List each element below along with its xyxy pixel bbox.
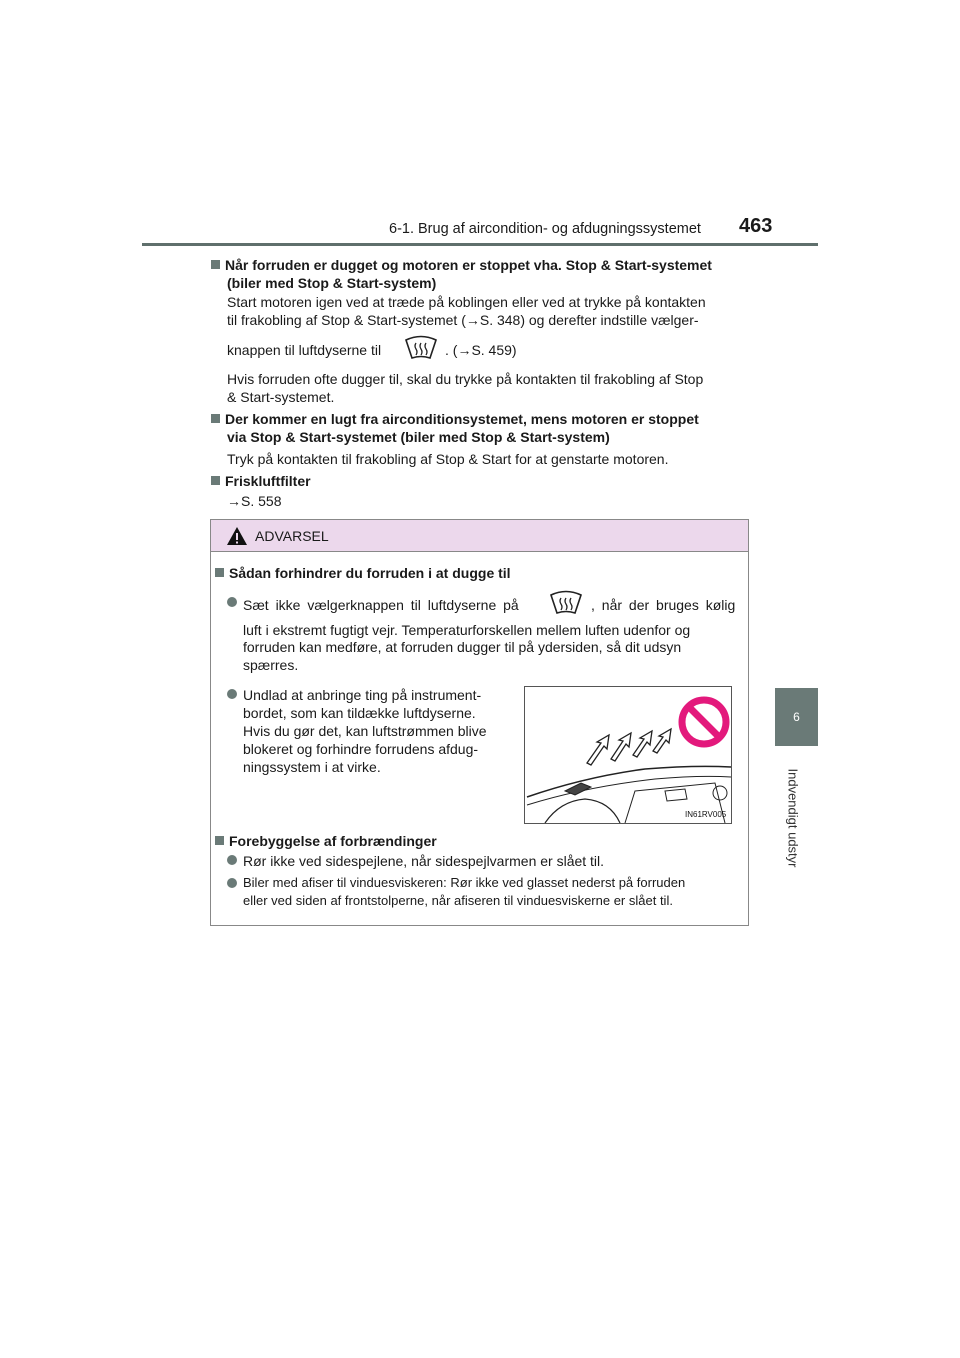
section-marker-icon — [211, 414, 220, 423]
warning-title: ADVARSEL — [255, 528, 329, 544]
page-number: 463 — [739, 215, 773, 237]
warning-bullet4-line1: Biler med afiser til vinduesviskeren: Rør ikke ved glasset nederst på forruden — [243, 875, 686, 890]
windshield-defroster-icon — [549, 589, 583, 615]
section1-heading: Når forruden er dugget og motoren er stoppet vha. Stop & Start-systemet — [211, 256, 751, 274]
chapter-label: Indvendigt udstyr — [785, 768, 801, 868]
section1-para1-line3-pre: knappen til luftdyserne til — [227, 342, 382, 358]
section1-para1-line1: Start motoren igen ved at træde på koblingen eller ved at trykke på kontakten — [227, 294, 706, 310]
section-marker-icon — [211, 476, 220, 485]
windshield-defroster-icon — [404, 334, 438, 360]
section1-heading-line2: (biler med Stop & Start-system) — [227, 275, 437, 291]
section-marker-icon — [211, 260, 220, 269]
bullet-icon — [227, 855, 237, 865]
warning-bullet1-line3: forruden kan medføre, at forruden dugger til på ydersiden, så dit udsyn — [243, 639, 682, 655]
warning-bullet4-line2: eller ved siden af frontstolperne, når afiseren til vinduesviskerne er slået til. — [243, 893, 673, 908]
section1-para2-line1: Hvis forruden ofte dugger til, skal du trykke på kontakten til frakobling af Stop — [227, 371, 704, 387]
section1-para2-line2: & Start-systemet. — [227, 389, 335, 405]
chapter-label-container — [781, 758, 805, 878]
chapter-number: 6 — [793, 710, 800, 724]
section2-heading: Der kommer en lugt fra airconditionsystemet, mens motoren er stoppet — [211, 410, 751, 428]
warning-triangle-icon — [226, 526, 248, 546]
warning-bullet1-post: , når der bruges kølig — [591, 597, 736, 613]
warning-bullet3: Rør ikke ved sidespejlene, når sidespejlvarmen er slået til. — [243, 853, 605, 869]
warning-bullet2: Undlad at anbringe ting på instrument- bordet, som kan tildække luftdyserne. Hvis du gør det, kan luftstrømmen blive blokeret og forhindre forrudens afdug- ningssystem i at virke. — [243, 687, 487, 775]
header-divider — [142, 243, 818, 246]
section1-para1-line2: til frakobling af Stop & Start-systemet (→S. 348) og derefter indstille vælger- — [227, 312, 699, 328]
chapter-tab — [775, 688, 818, 746]
section-marker-icon — [215, 568, 224, 577]
warning-bullet1-pre: Sæt ikke vælgerknappen til luftdyserne på — [243, 597, 519, 613]
prohibition-icon — [677, 695, 731, 749]
section3-ref: →S. 558 — [227, 493, 282, 509]
warning-bullet1-line4: spærres. — [243, 657, 299, 673]
section2-heading-line2: via Stop & Start-systemet (biler med Stop & Start-system) — [227, 429, 610, 445]
bullet-icon — [227, 597, 237, 607]
illustration-code: IN61RV005 — [685, 810, 727, 819]
section-marker-icon — [215, 836, 224, 845]
warning-sub1-heading: Sådan forhindrer du forruden i at dugge til — [215, 564, 511, 582]
warning-bullet1-line2: luft i ekstremt fugtigt vejr. Temperaturforskellen mellem luften udenfor og — [243, 622, 691, 638]
bullet-icon — [227, 878, 237, 888]
section2-para: Tryk på kontakten til frakobling af Stop & Start for at genstarte motoren. — [227, 451, 669, 467]
warning-sub2-heading: Forebyggelse af forbrændinger — [215, 832, 437, 850]
dashboard-illustration — [524, 686, 732, 824]
bullet-icon — [227, 689, 237, 699]
section3-heading: Friskluftfilter — [211, 472, 311, 490]
section1-para1-line3-post: . (→S. 459) — [445, 342, 517, 358]
section-title: 6-1. Brug af aircondition- og afdugningssystemet — [389, 221, 701, 237]
